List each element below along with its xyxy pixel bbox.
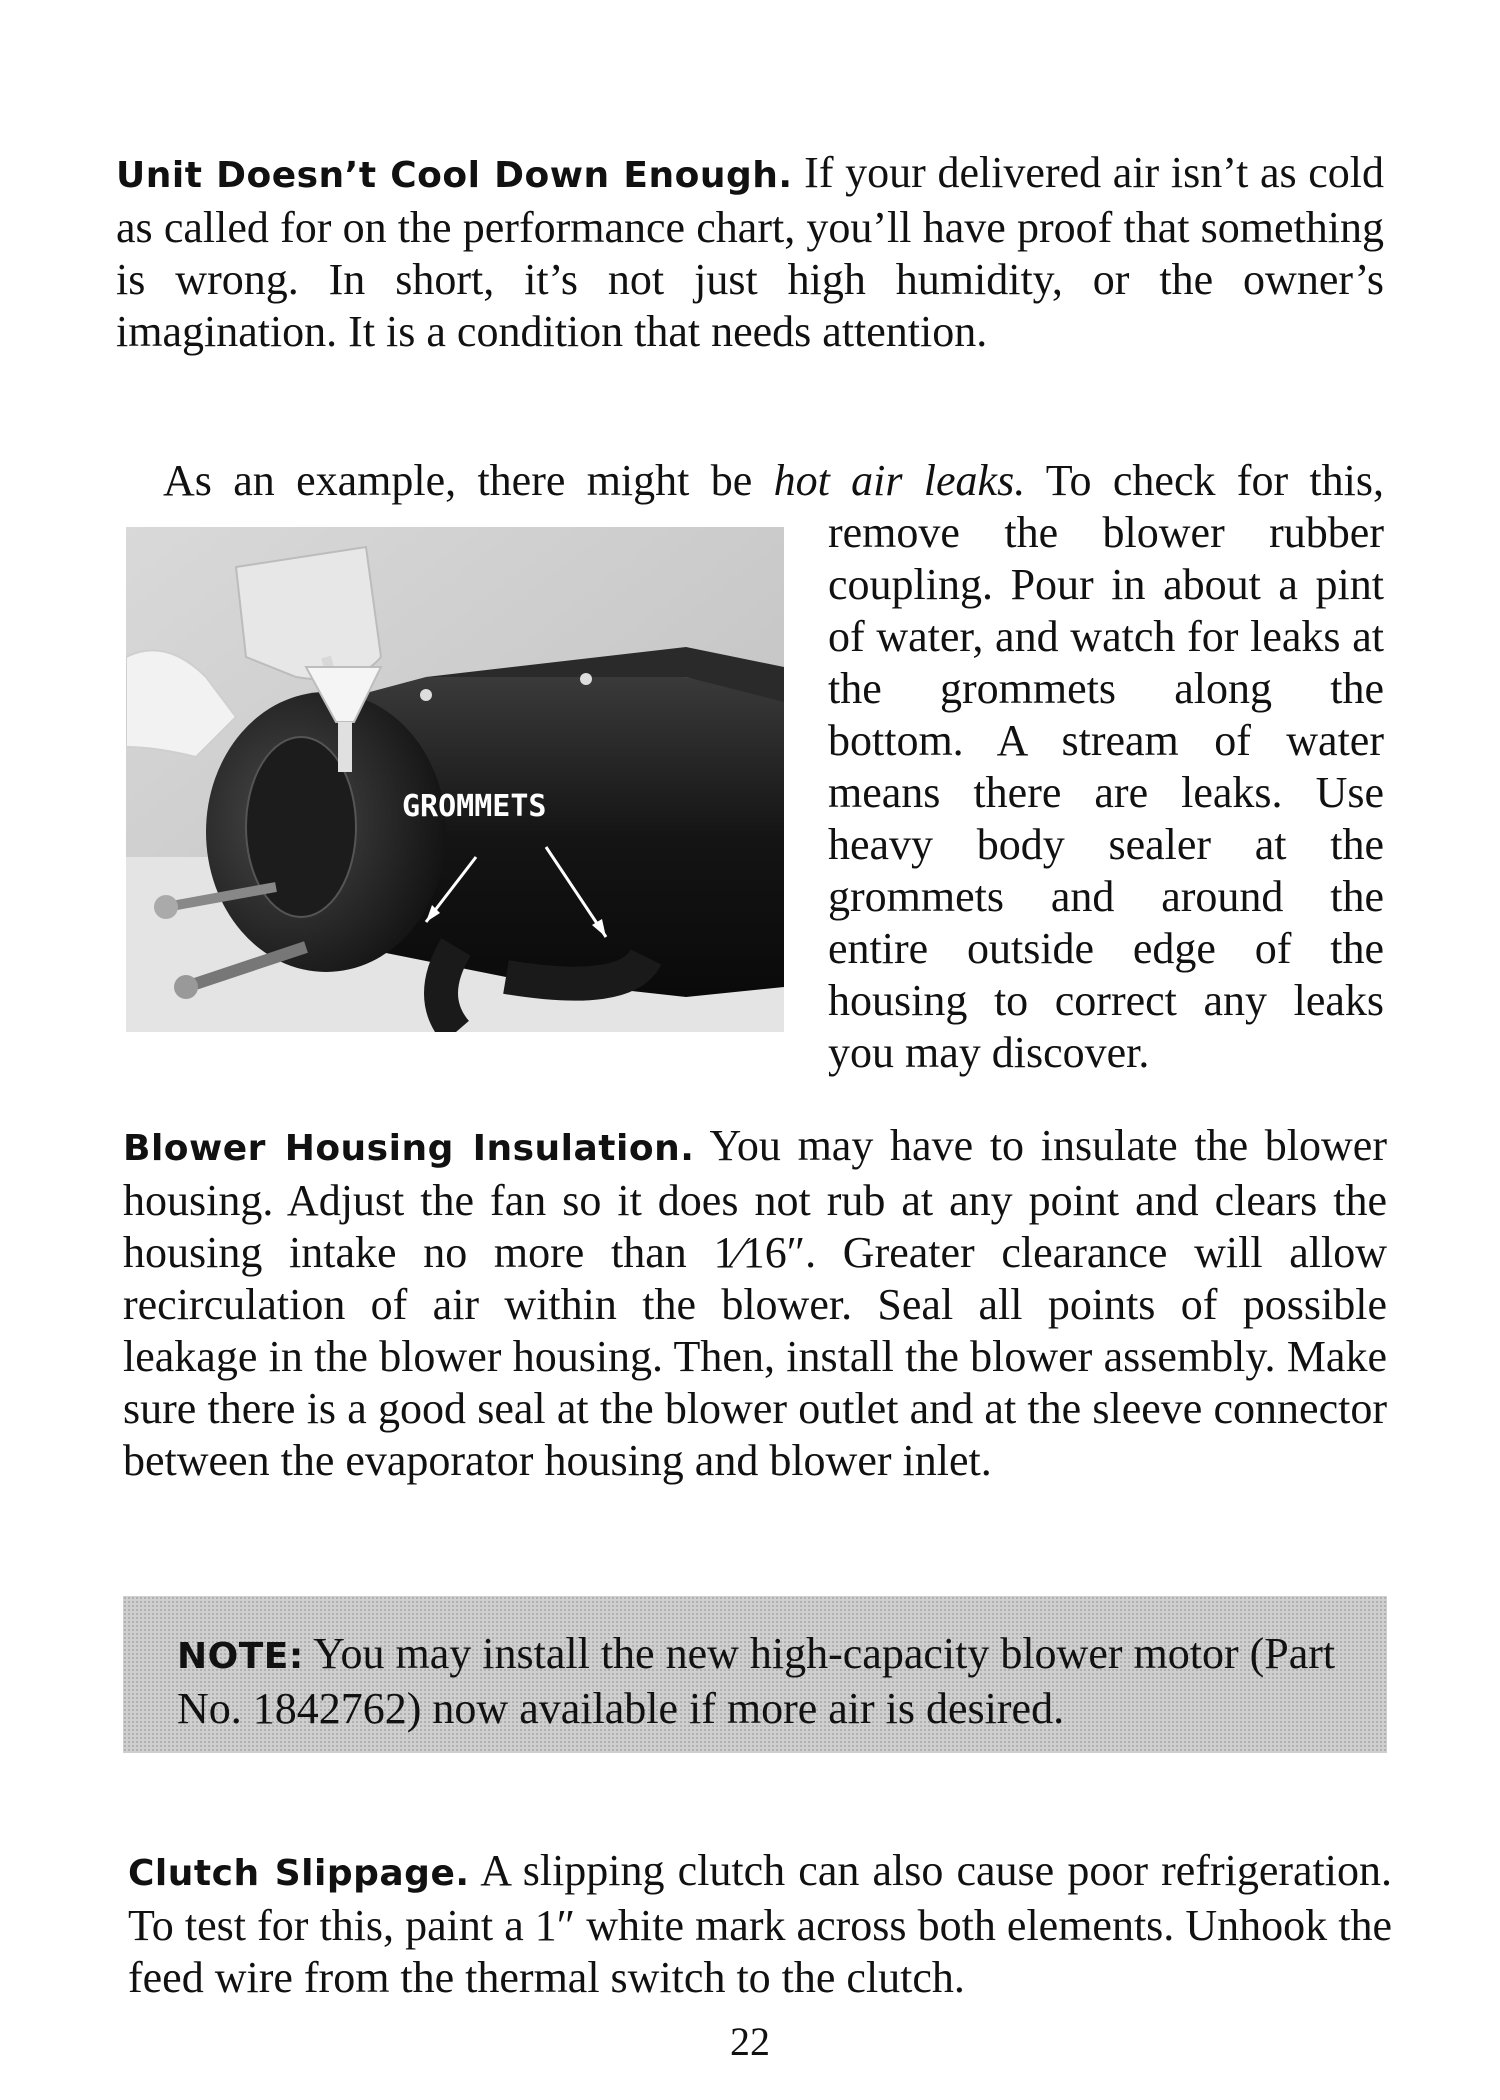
text-unit-cool: If your delivered air isn’t as cold as called for on the performance chart, you’ll have proof that something is wrong. In short, it’s not just high humidity, or the owner’s imagination. It is a condition that needs attention. <box>116 148 1385 356</box>
text-insulation-after: . Greater clearance will allow recirculation of air within the blower. Seal all points of possible leakage in the blower housing. Then, install the blower assembly. Make sure there is a good seal at the blower outlet and at the sleeve connector between the evaporator housing and blower inlet. <box>123 1228 1388 1485</box>
paragraph-clutch <box>128 1845 1392 2004</box>
lead-italic-hot-air-leaks: hot air leaks. <box>773 456 1026 505</box>
note-box <box>123 1596 1387 1753</box>
heading-insulation: Blower Housing Insulation. <box>123 1128 695 1169</box>
text-insulation-before: You may have to insulate the blower housing. Adjust the fan so it does not rub at any point and clears the housing intake no more than <box>123 1121 1387 1277</box>
lead-text-after: To check for this, <box>1025 456 1385 505</box>
blower-housing-photo <box>126 527 784 1032</box>
paragraph-unit-cool <box>116 147 1384 358</box>
note-text: You may install the new high-capacity blower motor (Part No. 1842762) now available if more air is desired. <box>177 1629 1336 1733</box>
heading-unit-cool: Unit Doesn’t Cool Down Enough. <box>116 155 793 196</box>
page-number: 22 <box>730 2019 770 2064</box>
paragraph-leaks-lead <box>163 455 1384 507</box>
fraction-clearance: 1⁄16″ <box>713 1228 806 1277</box>
text-clutch: A slipping clutch can also cause poor refrigeration. To test for this, paint a 1″ white mark across both elements. Unhook the feed wire from the thermal switch to the clutch. <box>128 1846 1392 2002</box>
paragraph-leaks-side: remove the blower rubber coupling. Pour in about a pint of water, and watch for leaks at the grommets along the bottom. A stream of water means there are leaks. Use heavy body sealer at the grommets and around the entire outside edge of the housing to correct any leaks you may discover. <box>828 508 1384 1077</box>
note-label: NOTE: <box>177 1636 304 1677</box>
photo-label-grommets: GROMMETS <box>402 789 547 824</box>
paragraph-insulation <box>123 1120 1387 1487</box>
heading-clutch: Clutch Slippage. <box>128 1853 470 1894</box>
lead-text-before: As an example, there might be <box>163 456 774 505</box>
